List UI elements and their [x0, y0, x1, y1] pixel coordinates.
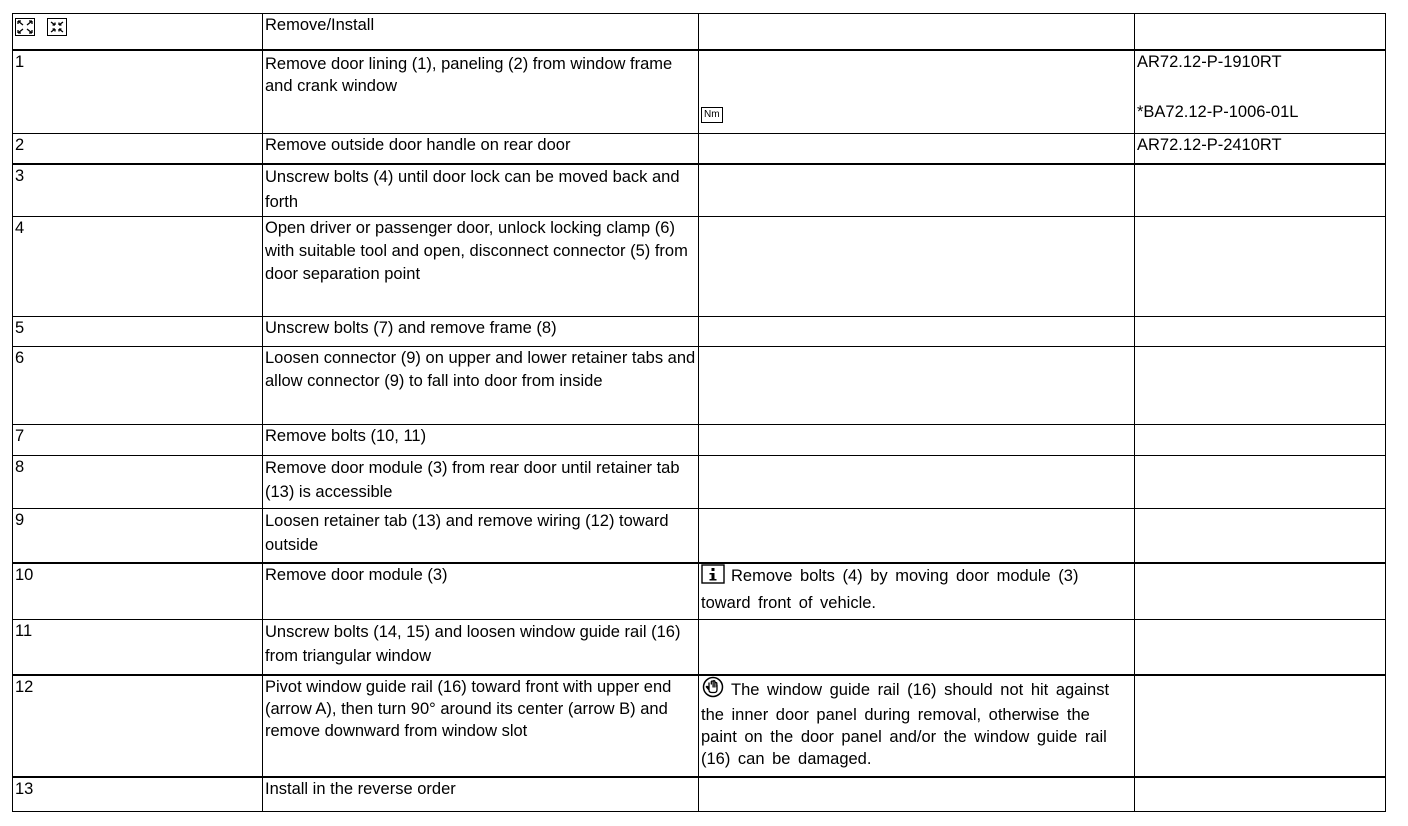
reference-cell: [1135, 675, 1386, 777]
header-empty-cell: [1135, 14, 1386, 50]
step-text: Remove door module (3) from rear door until retainer tab (13) is accessible: [263, 456, 699, 509]
table-row: [13, 50, 1386, 134]
step-number: 9: [13, 509, 263, 563]
procedure-table: [12, 13, 1386, 812]
torque-nm-badge[interactable]: Nm: [701, 107, 723, 123]
table-row: [13, 509, 1386, 563]
step-number: 11: [13, 620, 263, 675]
step-number: 4: [13, 217, 263, 317]
step-number: 3: [13, 164, 263, 217]
reference-cell: [1135, 777, 1386, 812]
table-row: [13, 217, 1386, 317]
step-number: 2: [13, 134, 263, 164]
info-icon: [701, 564, 725, 591]
step-number: 8: [13, 456, 263, 509]
step-text: Remove bolts (10, 11): [263, 425, 699, 456]
collapse-icon[interactable]: [47, 18, 67, 36]
reference-cell: [1135, 217, 1386, 317]
step-text: Remove door module (3): [263, 563, 699, 620]
step-number: 5: [13, 317, 263, 347]
header-empty-cell: [699, 14, 1135, 50]
header-title: Remove/Install: [263, 14, 699, 50]
table-row: [13, 456, 1386, 509]
table-row: [13, 134, 1386, 164]
caution-hand-icon: [701, 676, 725, 704]
reference-cell: [1135, 456, 1386, 509]
reference-cell: [1135, 50, 1386, 134]
step-text: Unscrew bolts (7) and remove frame (8): [263, 317, 699, 347]
step-text: Pivot window guide rail (16) toward front with upper end (arrow A), then turn 90° around its center (arrow B) and remove downward from window slot: [263, 675, 699, 777]
note-cell: [699, 675, 1135, 777]
step-text: Install in the reverse order: [263, 777, 699, 812]
note-cell: [699, 456, 1135, 509]
reference-cell: [1135, 164, 1386, 217]
table-row: [13, 164, 1386, 217]
table-row: [13, 425, 1386, 456]
reference-cell: [1135, 317, 1386, 347]
reference-link[interactable]: AR72.12-P-1910RT: [1137, 52, 1282, 71]
step-text: Unscrew bolts (4) until door lock can be moved back and forth: [263, 164, 699, 217]
note-cell: [699, 317, 1135, 347]
step-text: Remove outside door handle on rear door: [263, 134, 699, 164]
step-number: 13: [13, 777, 263, 812]
step-number: 1: [13, 50, 263, 134]
note-cell: [699, 620, 1135, 675]
table-row: [13, 347, 1386, 425]
step-text: Remove door lining (1), paneling (2) from window frame and crank window: [263, 50, 699, 134]
table-row: [13, 620, 1386, 675]
reference-link[interactable]: *BA72.12-P-1006-01L: [1137, 102, 1299, 121]
reference-cell: [1135, 347, 1386, 425]
torque-cell: [699, 50, 1135, 134]
table-row: [13, 675, 1386, 777]
note-cell: [699, 509, 1135, 563]
reference-cell: [1135, 134, 1386, 164]
note-text: Remove bolts (4) by moving door module (3) toward front of vehicle.: [701, 566, 1079, 612]
note-text: The window guide rail (16) should not hit against the inner door panel during removal, otherwise the paint on the door panel and/or the window guide rail (16) can be damaged.: [701, 680, 1110, 768]
step-number: 10: [13, 563, 263, 620]
reference-cell: [1135, 425, 1386, 456]
note-cell: [699, 425, 1135, 456]
step-text: Unscrew bolts (14, 15) and loosen window guide rail (16) from triangular window: [263, 620, 699, 675]
note-cell: [699, 563, 1135, 620]
table-row: [13, 317, 1386, 347]
reference-cell: [1135, 620, 1386, 675]
step-number: 12: [13, 675, 263, 777]
note-cell: [699, 777, 1135, 812]
reference-link[interactable]: AR72.12-P-2410RT: [1137, 136, 1282, 154]
step-text: Loosen retainer tab (13) and remove wiring (12) toward outside: [263, 509, 699, 563]
expand-icon[interactable]: [15, 18, 35, 36]
step-text: Open driver or passenger door, unlock locking clamp (6) with suitable tool and open, disconnect connector (5) from door separation point: [263, 217, 699, 317]
note-cell: [699, 134, 1135, 164]
note-cell: [699, 217, 1135, 317]
step-text: Loosen connector (9) on upper and lower retainer tabs and allow connector (9) to fall into door from inside: [263, 347, 699, 425]
step-number: 7: [13, 425, 263, 456]
step-number: 6: [13, 347, 263, 425]
table-header-row: [13, 14, 1386, 50]
header-icons-cell: [13, 14, 263, 50]
reference-cell: [1135, 509, 1386, 563]
reference-cell: [1135, 563, 1386, 620]
note-cell: [699, 347, 1135, 425]
note-cell: [699, 164, 1135, 217]
table-row: [13, 563, 1386, 620]
table-row: [13, 777, 1386, 812]
